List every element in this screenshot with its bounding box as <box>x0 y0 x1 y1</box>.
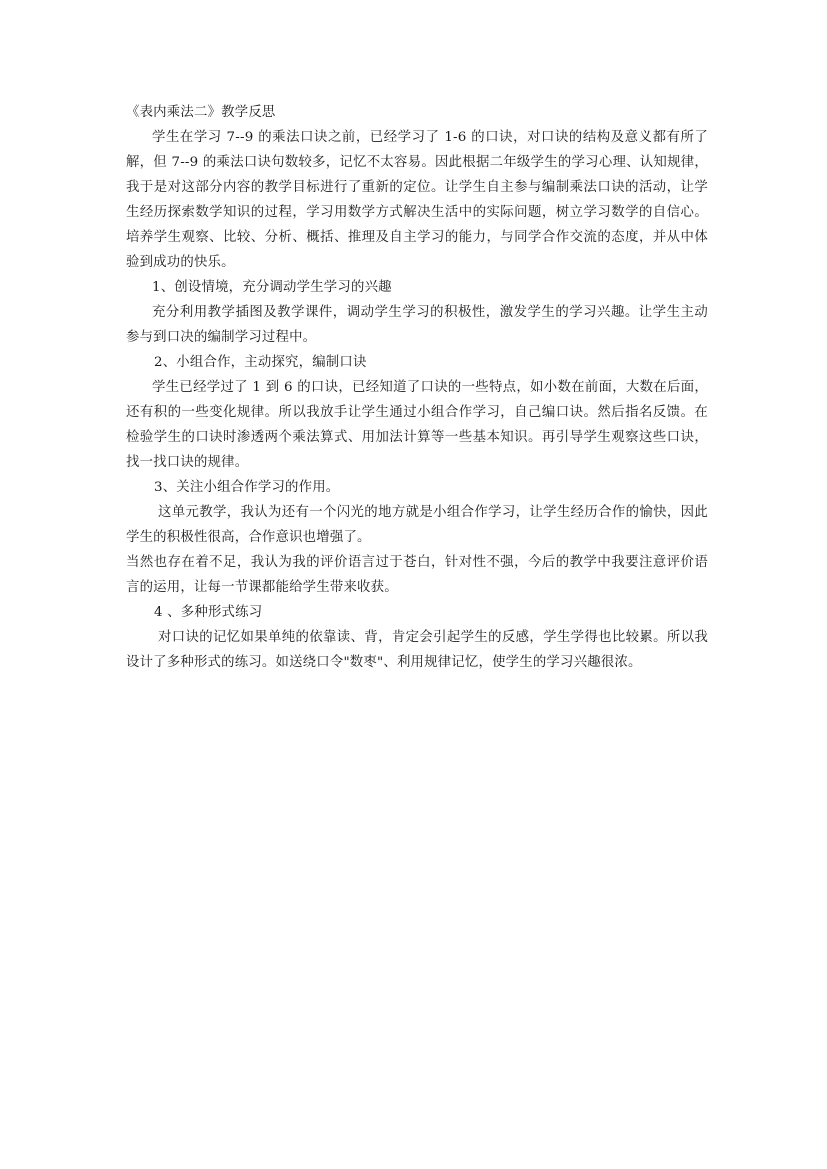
document-body <box>126 100 708 675</box>
paragraph-shortcomings: 当然也存在着不足，我认为我的评价语言过于苍白，针对性不强，今后的教学中我要注意评价语言的运用，让每一节课都能给学生带来收获。 <box>126 555 708 595</box>
section-heading-4: 4 、多种形式练习 <box>154 605 263 620</box>
section-heading-1: 1、创设情境，充分调动学生学习的兴趣 <box>152 280 392 295</box>
paragraph-section-3: 这单元教学，我认为还有一个闪光的地方就是小组合作学习，让学生经历合作的愉快，因此学生的积极性很高，合作意识也增强了。 <box>126 505 708 545</box>
section-heading-2: 2、小组合作，主动探究，编制口诀 <box>154 355 367 370</box>
paragraph-section-2: 学生已经学过了 1 到 6 的口诀，已经知道了口诀的一些特点，如小数在前面，大数在后面，还有积的一些变化规律。所以我放手让学生通过小组合作学习，自己编口诀。然后指名反馈。在检验学生的口诀时渗透两个乘法算式、用加法计算等一些基本知识。再引导学生观察这些口诀，找一找口诀的规律。 <box>126 380 708 470</box>
paragraph-intro: 学生在学习 7--9 的乘法口诀之前，已经学习了 1-6 的口诀，对口诀的结构及意义都有所了解，但 7--9 的乘法口诀句数较多，记忆不太容易。因此根据二年级学生的学习心理、认知规律，我于是对这部分内容的教学目标进行了重新的定位。让学生自主参与编制乘法口诀的活动，让学生经历探索数学知识的过程，学习用数学方式解决生活中的实际问题，树立学习数学的自信心。培养学生观察、比较、分析、概括、推理及自主学习的能力，与同学合作交流的态度，并从中体验到成功的快乐。 <box>126 130 708 270</box>
section-heading-3: 3、关注小组合作学习的作用。 <box>154 480 340 495</box>
paragraph-section-1: 充分利用教学插图及教学课件，调动学生学习的积极性，激发学生的学习兴趣。让学生主动参与到口决的编制学习过程中。 <box>126 305 708 345</box>
paragraph-section-4: 对口诀的记忆如果单纯的依靠读、背，肯定会引起学生的反感，学生学得也比较累。所以我设计了多种形式的练习。如送绕口令"数枣"、利用规律记忆，使学生的学习兴趣很浓。 <box>126 630 708 670</box>
document-title: 《表内乘法二》教学反思 <box>126 105 276 120</box>
